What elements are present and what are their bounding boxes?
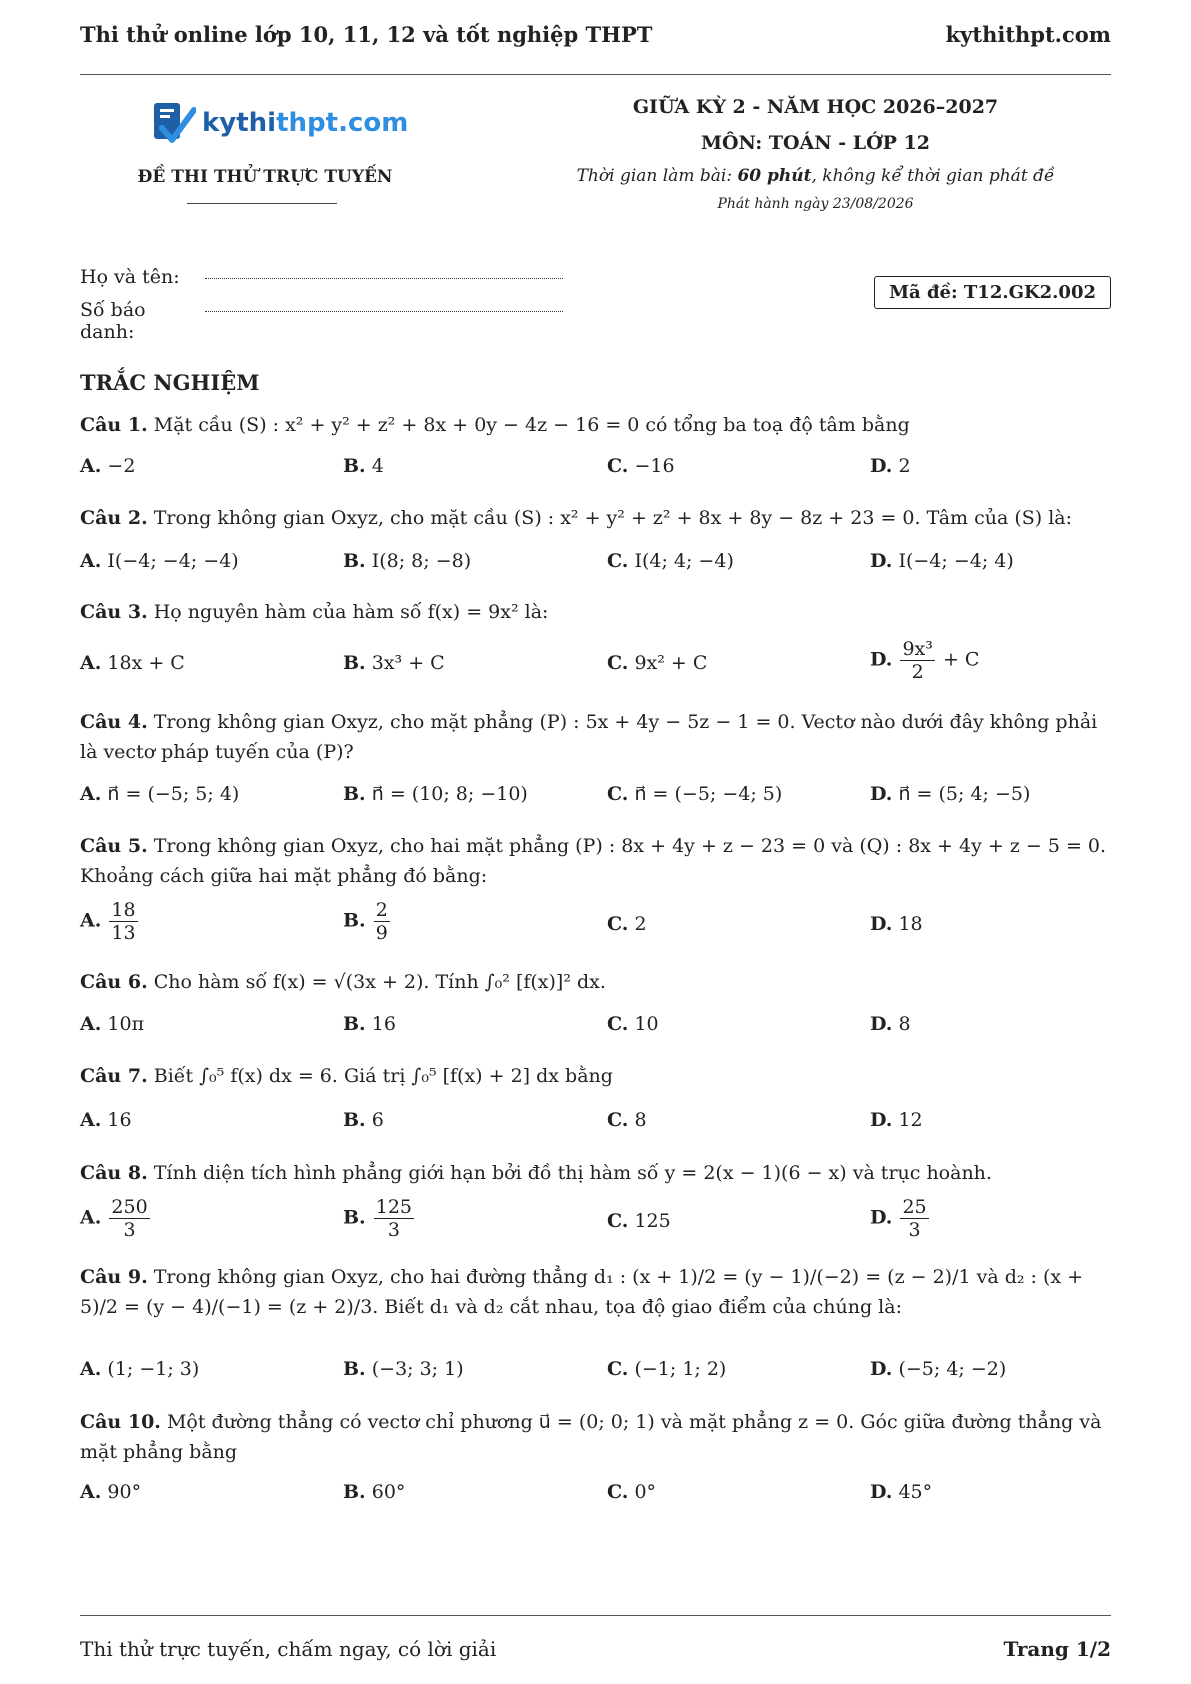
question-label: Câu 8. — [80, 1162, 148, 1184]
question-text: Họ nguyên hàm của hàm số f(x) = 9x² là: — [147, 601, 549, 623]
page-number: Trang 1/2 — [1003, 1637, 1111, 1661]
option-b[interactable]: B. 3x³ + C — [343, 652, 445, 674]
option-c[interactable]: C. 0° — [607, 1481, 657, 1503]
header-site-link[interactable]: kythithpt.com — [945, 22, 1111, 47]
question-3-options — [80, 638, 1111, 692]
option-b[interactable]: B. n⃗ = (10; 8; −10) — [343, 783, 528, 805]
option-a[interactable]: A. $\frac{250}{3}$ — [80, 1196, 148, 1241]
option-c[interactable]: C. (−1; 1; 2) — [607, 1358, 727, 1380]
option-d[interactable]: D. $\frac{25}{3}$ — [870, 1196, 927, 1241]
header-divider — [80, 74, 1111, 75]
option-b[interactable]: B. $\frac{125}{3}$ — [343, 1196, 412, 1241]
option-c[interactable]: C. 9x² + C — [607, 652, 708, 674]
student-info — [80, 266, 563, 343]
logo-wordmark — [202, 108, 408, 138]
option-a[interactable]: A. 18x + C — [80, 652, 185, 674]
option-c[interactable]: C. 8 — [607, 1109, 647, 1131]
option-b[interactable]: B. 60° — [343, 1481, 406, 1503]
time-value: 60 phút — [737, 166, 812, 186]
question-label: Câu 7. — [80, 1065, 148, 1087]
option-b[interactable]: B. I(8; 8; −8) — [343, 550, 472, 572]
question-text: Cho hàm số f(x) = √(3x + 2). Tính ∫₀² [f(x)]² dx. — [147, 971, 606, 993]
question-text: Trong không gian Oxyz, cho hai đường thẳng d₁ : (x + 1)/2 = (y − 1)/(−2) = (z − 2)/1 và d₂ : (x + 5)/2 = (y − 4)/(−1) = (z + 2)/3. Biết d₁ và d₂ cắt nhau, tọa độ giao điểm của chúng là: — [80, 1266, 1084, 1318]
option-a[interactable]: A. 90° — [80, 1481, 142, 1503]
option-d[interactable]: D. I(−4; −4; 4) — [870, 550, 1014, 572]
option-c[interactable]: C. n⃗ = (−5; −4; 5) — [607, 783, 783, 805]
subtitle-underline — [187, 203, 337, 204]
question-5-options — [80, 899, 1111, 953]
option-a[interactable]: A. 10π — [80, 1013, 145, 1035]
question-9 — [80, 1262, 1111, 1322]
release-date: Phát hành ngày 23/08/2026 — [717, 196, 914, 212]
question-text: Tính diện tích hình phẳng giới hạn bởi đồ thị hàm số y = 2(x − 1)(6 − x) và trục hoành. — [147, 1162, 992, 1184]
footer-divider — [80, 1615, 1111, 1616]
exam-title: GIỮA KỲ 2 - NĂM HỌC 2026–2027 — [632, 96, 999, 118]
question-text: Một đường thẳng có vectơ chỉ phương u⃗ = (0; 0; 1) và mặt phẳng z = 0. Góc giữa đường thẳng và mặt phẳng bằng — [80, 1411, 1102, 1463]
page-footer — [80, 1637, 1111, 1661]
question-label: Câu 3. — [80, 601, 148, 623]
option-a[interactable]: A. n⃗ = (−5; 5; 4) — [80, 783, 240, 805]
option-a[interactable]: A. 16 — [80, 1109, 132, 1131]
option-d[interactable]: D. 45° — [870, 1481, 933, 1503]
question-text: Trong không gian Oxyz, cho mặt phẳng (P) : 5x + 4y − 5z − 1 = 0. Vectơ nào dưới đây không phải là vectơ pháp tuyến của (P)? — [80, 711, 1098, 763]
option-d[interactable]: D. 12 — [870, 1109, 923, 1131]
question-5 — [80, 831, 1111, 891]
question-6 — [80, 967, 1111, 997]
question-label: Câu 5. — [80, 835, 148, 857]
option-d[interactable]: D. 18 — [870, 913, 923, 935]
question-2 — [80, 503, 1111, 533]
header-left-text: Thi thử online lớp 10, 11, 12 và tốt nghiệp THPT — [80, 22, 653, 47]
logo-part-2: thpt.com — [276, 108, 409, 138]
id-label: Số báo danh: — [80, 299, 146, 343]
option-d[interactable]: D. (−5; 4; −2) — [870, 1358, 1007, 1380]
question-text: Mặt cầu (S) : x² + y² + z² + 8x + 0y − 4z − 16 = 0 có tổng ba toạ độ tâm bằng — [147, 414, 910, 436]
name-field[interactable] — [205, 277, 563, 279]
option-b[interactable]: B. 4 — [343, 455, 384, 477]
page-header — [80, 22, 1111, 47]
option-a[interactable]: A. −2 — [80, 455, 136, 477]
question-text: Trong không gian Oxyz, cho hai mặt phẳng (P) : 8x + 4y + z − 23 = 0 và (Q) : 8x + 4y + z − 5 = 0. Khoảng cách giữa hai mặt phẳng đó bằng: — [80, 835, 1107, 887]
question-label: Câu 10. — [80, 1411, 161, 1433]
option-a[interactable]: A. (1; −1; 3) — [80, 1358, 200, 1380]
option-a[interactable]: A. I(−4; −4; −4) — [80, 550, 239, 572]
option-b[interactable]: B. 6 — [343, 1109, 384, 1131]
question-label: Câu 9. — [80, 1266, 148, 1288]
question-text: Trong không gian Oxyz, cho mặt cầu (S) : x² + y² + z² + 8x + 8y − 8z + 23 = 0. Tâm của (S) là: — [147, 507, 1073, 529]
option-c[interactable]: C. 125 — [607, 1210, 671, 1232]
question-3 — [80, 597, 1111, 627]
section-title: TRẮC NGHIỆM — [80, 370, 260, 395]
option-d[interactable]: D. n⃗ = (5; 4; −5) — [870, 783, 1031, 805]
question-10 — [80, 1407, 1111, 1467]
time-suffix: , không kể thời gian phát đề — [811, 166, 1055, 186]
exam-subject: MÔN: TOÁN - LỚP 12 — [700, 132, 931, 154]
option-d[interactable]: D. $\frac{\text{9x³}}{2}$ + C — [870, 638, 980, 683]
option-b[interactable]: B. (−3; 3; 1) — [343, 1358, 464, 1380]
option-c[interactable]: C. −16 — [607, 455, 675, 477]
option-a[interactable]: A. $\frac{18}{13}$ — [80, 899, 136, 944]
option-c[interactable]: C. I(4; 4; −4) — [607, 550, 734, 572]
logo-part-1: kythi — [202, 108, 277, 138]
question-label: Câu 2. — [80, 507, 148, 529]
question-7 — [80, 1061, 1111, 1091]
question-label: Câu 6. — [80, 971, 148, 993]
option-d[interactable]: D. 8 — [870, 1013, 911, 1035]
site-logo[interactable] — [152, 100, 408, 146]
online-exam-subtitle: ĐỀ THI THỬ TRỰC TUYẾN — [137, 167, 393, 187]
question-text: Biết ∫₀⁵ f(x) dx = 6. Giá trị ∫₀⁵ [f(x) + 2] dx bằng — [147, 1065, 613, 1087]
question-label: Câu 4. — [80, 711, 148, 733]
footer-tagline: Thi thử trực tuyến, chấm ngay, có lời giải — [80, 1637, 497, 1661]
exam-heading — [530, 96, 1101, 212]
option-b[interactable]: B. 16 — [343, 1013, 396, 1035]
option-d[interactable]: D. 2 — [870, 455, 911, 477]
question-label: Câu 1. — [80, 414, 148, 436]
logo-checkmark-icon — [152, 100, 196, 146]
exam-code-badge: Mã đề: T12.GK2.002 — [874, 276, 1111, 309]
question-8-options — [80, 1196, 1111, 1250]
option-c[interactable]: C. 10 — [607, 1013, 659, 1035]
question-8 — [80, 1158, 1111, 1188]
option-c[interactable]: C. 2 — [607, 913, 647, 935]
exam-time — [530, 166, 1101, 186]
time-prefix: Thời gian làm bài: — [576, 166, 738, 186]
name-label: Họ và tên: — [80, 266, 180, 288]
id-field[interactable] — [205, 310, 563, 312]
option-b[interactable]: B. $\frac{2}{9}$ — [343, 899, 388, 944]
question-1 — [80, 410, 1111, 440]
question-4 — [80, 707, 1111, 767]
